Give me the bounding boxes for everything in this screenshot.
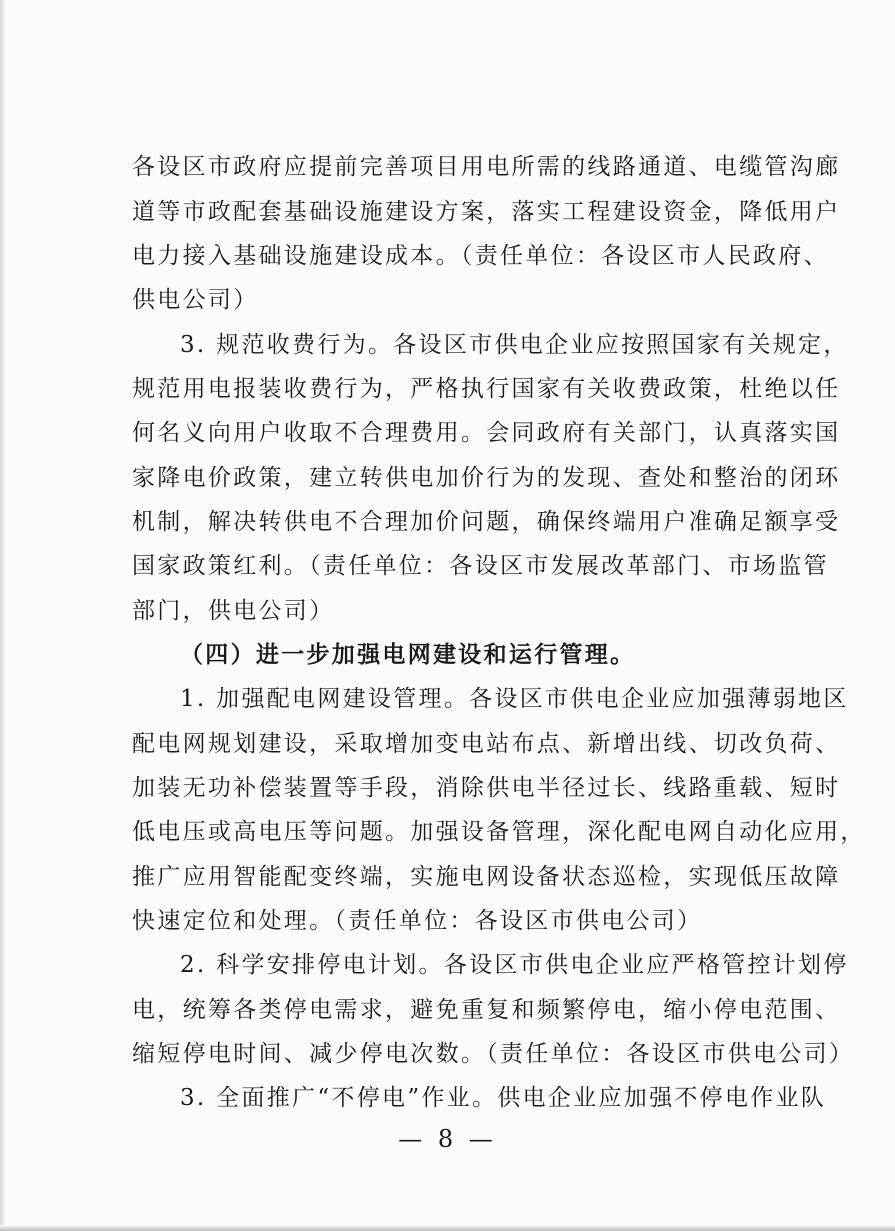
- text-line-19: 2. 科学安排停电计划。各设区市供电企业应严格管控计划停: [180, 952, 849, 978]
- text-line-10: 国家政策红利。（责任单位：各设区市发展改革部门、市场监管: [132, 553, 829, 579]
- text-line-20: 电，统筹各类停电需求，避免重复和频繁停电，缩小停电范围、: [132, 997, 841, 1023]
- text-line-4: 供电公司）: [132, 287, 259, 313]
- text-line-9: 机制，解决转供电不合理加价问题，确保终端用户准确足额享受: [132, 509, 841, 535]
- text-line-15: 加装无功补偿装置等手段，消除供电半径过长、线路重载、短时: [132, 775, 841, 801]
- text-line-11: 部门，供电公司）: [132, 598, 335, 624]
- text-line-3: 电力接入基础设施建设成本。（责任单位：各设区市人民政府、: [132, 243, 829, 269]
- scan-left-edge: [0, 0, 6, 1231]
- text-line-8: 家降电价政策，建立转供电加价行为的发现、查处和整治的闭环: [132, 465, 841, 491]
- text-line-17: 推广应用智能配变终端，实施电网设备状态巡检，实现低压故障: [132, 864, 841, 890]
- section-heading: （四）进一步加强电网建设和运行管理。: [180, 641, 636, 668]
- text-line-5: 3. 规范收费行为。各设区市供电企业应按照国家有关规定，: [180, 332, 849, 358]
- text-line-2: 道等市政配套基础设施建设方案，落实工程建设资金，降低用户: [132, 199, 841, 225]
- text-line-14: 配电网规划建设，采取增加变电站布点、新增出线、切改负荷、: [132, 731, 841, 757]
- text-line-13: 1. 加强配电网建设管理。各设区市供电企业应加强薄弱地区: [180, 686, 849, 712]
- text-line-22: 3. 全面推广“不停电”作业。供电企业应加强不停电作业队: [180, 1085, 827, 1111]
- text-line-21: 缩短停电时间、减少停电次数。（责任单位：各设区市供电公司）: [132, 1041, 855, 1067]
- text-line-1: 各设区市政府应提前完善项目用电所需的线路通道、电缆管沟廊: [132, 154, 841, 180]
- scan-bottom-edge: [0, 1225, 895, 1231]
- text-line-7: 何名义向用户收取不合理费用。会同政府有关部门，认真落实国: [132, 420, 841, 446]
- text-line-16: 低电压或高电压等问题。加强设备管理，深化配电网自动化应用，: [132, 819, 866, 845]
- text-line-18: 快速定位和处理。（责任单位：各设区市供电公司）: [132, 908, 703, 934]
- page-number: — 8 —: [398, 1125, 497, 1153]
- text-line-6: 规范用电报装收费行为，严格执行国家有关收费政策，杜绝以任: [132, 376, 841, 402]
